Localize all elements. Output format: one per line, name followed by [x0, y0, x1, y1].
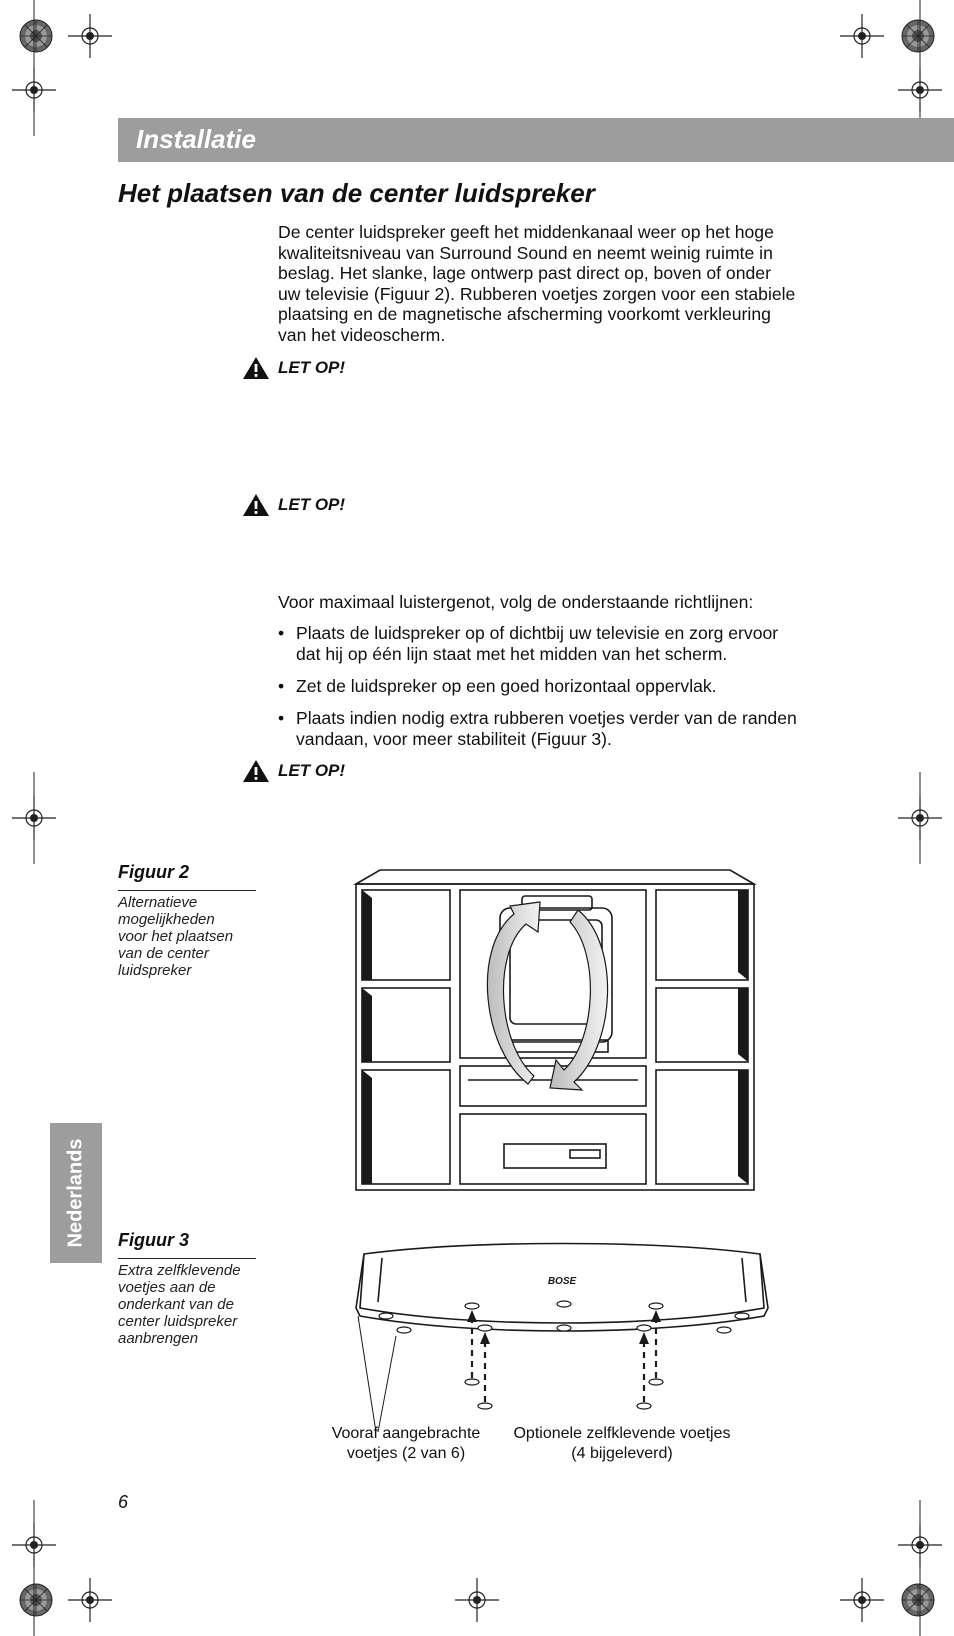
bullet-symbol: •	[278, 623, 285, 643]
warning-label: LET OP!	[278, 495, 346, 514]
warning-triangle-icon	[242, 759, 270, 783]
guidelines-intro: Voor maximaal luistergenot, volg de onderstaande richtlijnen:	[278, 592, 754, 612]
caption-line: voor het plaatsen	[118, 928, 234, 945]
intro-line: kwaliteitsniveau van Surround Sound en neemt weinig ruimte in	[278, 242, 773, 263]
guideline-line: Plaats indien nodig extra rubberen voetjes verder van de randen	[296, 708, 797, 728]
label-line: Vooraf aangebrachte	[331, 1425, 481, 1442]
figure2-title: Figuur 2	[118, 862, 189, 882]
intro-line: van het videoscherm.	[278, 324, 446, 345]
figure2-rule	[118, 890, 256, 891]
warning-triangle-icon	[242, 356, 270, 380]
label-preattached-feet	[306, 1424, 506, 1464]
caption-line: mogelijkheden	[118, 911, 215, 928]
language-tab	[50, 1123, 102, 1263]
intro-paragraph	[278, 222, 838, 346]
label-line: Optionele zelfklevende voetjes	[513, 1425, 731, 1442]
figure2-caption	[118, 894, 258, 979]
label-line: (4 bijgeleverd)	[571, 1445, 673, 1462]
intro-line: uw televisie (Figuur 2). Rubberen voetjes zorgen voor een stabiele	[278, 283, 796, 304]
figure3-rule	[118, 1258, 256, 1259]
caption-line: voetjes aan de	[118, 1279, 216, 1296]
caption-line: van de center	[118, 945, 209, 962]
guideline-line: dat hij op één lijn staat met het midden van het scherm.	[296, 643, 728, 664]
intro-line: beslag. Het slanke, lage ontwerp past direct op, boven of onder	[278, 263, 771, 284]
header-bar	[118, 118, 954, 162]
figure2-tv-cabinet-illustration	[352, 868, 758, 1194]
caption-line: Alternatieve	[118, 894, 198, 911]
caption-line: luidspreker	[118, 962, 192, 979]
bullet-symbol: •	[278, 676, 285, 696]
guideline-line: vandaan, voor meer stabiliteit (Figuur 3).	[296, 728, 612, 749]
warning-label: LET OP!	[278, 358, 346, 377]
label-line: voetjes (2 van 6)	[346, 1445, 466, 1462]
bullet-symbol: •	[278, 708, 285, 728]
figure3-speaker-illustration	[352, 1232, 772, 1432]
guideline-item	[278, 623, 838, 664]
section-title: Het plaatsen van de center luidspreker	[118, 178, 595, 208]
intro-line: De center luidspreker geeft het middenkanaal weer op het hoge	[278, 222, 774, 242]
guideline-item	[278, 708, 838, 749]
caption-line: aanbrengen	[118, 1330, 199, 1347]
caption-line: Extra zelfklevende	[118, 1262, 241, 1279]
guideline-line: Plaats de luidspreker op of dichtbij uw televisie en zorg ervoor	[296, 623, 779, 643]
label-optional-feet	[500, 1424, 744, 1464]
warning-triangle-icon	[242, 493, 270, 517]
caption-line: onderkant van de	[118, 1296, 234, 1313]
guideline-line: Zet de luidspreker op een goed horizontaal oppervlak.	[296, 676, 717, 696]
language-tab-label: Nederlands	[64, 1138, 87, 1248]
brand-logo: BOSE	[547, 1276, 577, 1287]
header-title: Installatie	[136, 124, 256, 154]
page-number: 6	[118, 1492, 129, 1512]
caption-line: center luidspreker	[118, 1313, 238, 1330]
figure3-caption	[118, 1262, 258, 1347]
guideline-item	[278, 676, 838, 697]
warning-label: LET OP!	[278, 761, 346, 780]
figure3-title: Figuur 3	[118, 1230, 189, 1250]
intro-line: plaatsing en de magnetische afscherming voorkomt verkleuring	[278, 304, 771, 325]
